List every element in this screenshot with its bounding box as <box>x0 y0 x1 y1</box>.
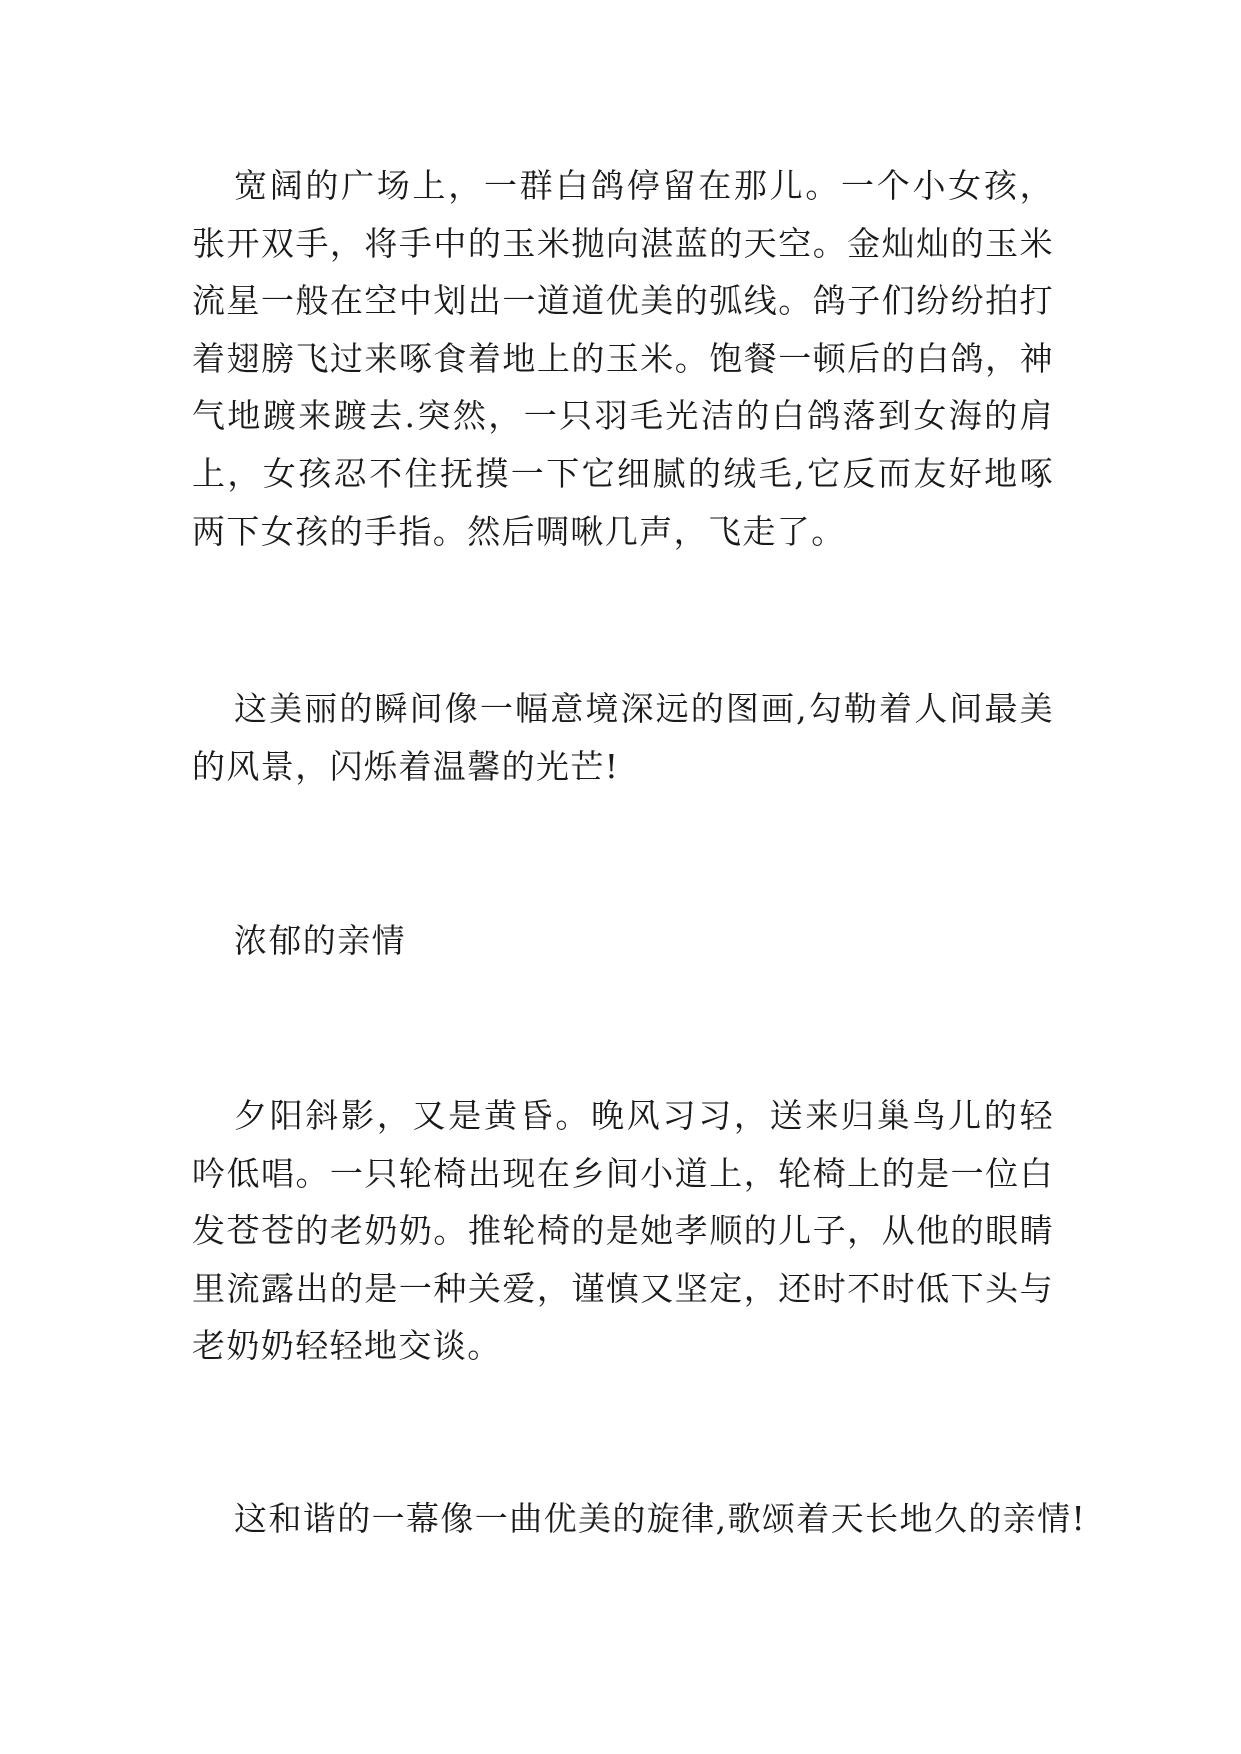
paragraph-pigeons: 宽阔的广场上，一群白鸽停留在那儿。一个小女孩，张开双手，将手中的玉米抛向湛蓝的天空。金灿灿的玉米流星一般在空中划出一道道优美的弧线。鸽子们纷纷拍打着翅膀飞过来啄食着地上的玉米。饱餐一顿后的白鸽，神气地踱来踱去.突然，一只羽毛光洁的白鸽落到女海的肩上，女孩忍不住抚摸一下它细腻的绒毛,它反而友好地啄两下女孩的手指。然后啁啾几声，飞走了。 <box>192 166 1054 551</box>
section-heading: 浓郁的亲情 <box>234 921 406 960</box>
paragraph-dusk-wheelchair: 夕阳斜影，又是黄昏。晚风习习，送来归巢鸟儿的轻吟低唱。一只轮椅出现在乡间小道上，轮椅上的是一位白发苍苍的老奶奶。推轮椅的是她孝顺的儿子，从他的眼睛里流露出的是一种关爱，谨慎又坚定，还时不时低下头与老奶奶轻轻地交谈。 <box>192 1096 1054 1366</box>
paragraph-beautiful-moment: 这美丽的瞬间像一幅意境深远的图画,勾勒着人间最美的风景，闪烁着温馨的光芒! <box>192 689 1054 786</box>
paragraph-harmonious-scene: 这和谐的一幕像一曲优美的旋律,歌颂着天长地久的亲情! <box>234 1499 1087 1538</box>
